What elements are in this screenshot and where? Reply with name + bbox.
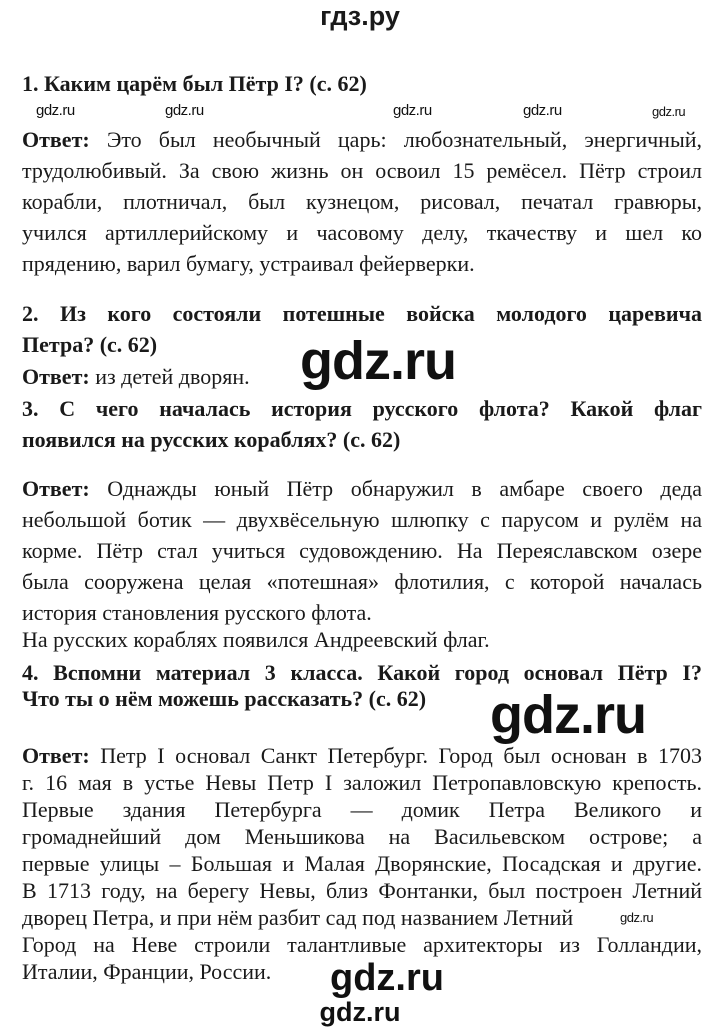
watermark: gdz.ru bbox=[36, 102, 75, 119]
answer-1-line: Ответ: Это был необычный царь: любознательный, энергичный, bbox=[22, 127, 702, 152]
question-2: Петра? (с. 62) bbox=[22, 332, 158, 357]
answer-2-line: Ответ: из детей дворян. bbox=[22, 364, 250, 389]
answer-3-line: была сооружена целая «потешная» флотилия, с которой началась bbox=[22, 569, 702, 594]
answer-1-line: трудолюбивый. За свою жизнь он освоил 15 ремёсел. Пётр строил bbox=[22, 158, 702, 183]
answer-3-line: небольшой ботик — двухвёсельную шлюпку с парусом и рулём на bbox=[22, 507, 702, 532]
watermark: gdz.ru bbox=[523, 102, 562, 119]
answer-3-line: корме. Пётр стал учиться судовождению. На Переяславском озере bbox=[22, 538, 702, 563]
site-header: гдз.ру bbox=[320, 1, 400, 31]
watermark: gdz.ru bbox=[165, 102, 204, 119]
footer-watermark: gdz.ru bbox=[319, 997, 401, 1027]
answer-4-line: дворец Петра, и при нём разбит сад под названием Летний bbox=[22, 905, 574, 930]
answer-4-line: громаднейший дом Меньшикова на Васильевском острове; а bbox=[22, 824, 702, 849]
answer-label: Ответ: bbox=[22, 476, 90, 501]
answer-3-line: На русских кораблях появился Андреевский флаг. bbox=[22, 627, 490, 652]
watermark: gdz.ru bbox=[330, 957, 444, 999]
answer-4-line: г. 16 мая в устье Невы Петр I заложил Петропавловскую крепость. bbox=[22, 770, 702, 795]
answer-4-line: Город на Неве строили талантливые архитекторы из Голландии, bbox=[22, 932, 702, 957]
answer-1-line: прядению, варил бумагу, устраивал фейерверки. bbox=[22, 251, 475, 276]
watermark: gdz.ru bbox=[490, 685, 646, 745]
answer-1-line: корабли, плотничал, был кузнецом, рисовал, печатал гравюры, bbox=[22, 189, 702, 214]
answer-3-line: Ответ: Однажды юный Пётр обнаружил в амбаре своего деда bbox=[22, 476, 702, 501]
watermark: gdz.ru bbox=[620, 910, 654, 925]
answer-4-line: В 1713 году, на берегу Невы, близ Фонтанки, был построен Летний bbox=[22, 878, 702, 903]
answer-4-line: Первые здания Петербурга — домик Петра Великого и bbox=[22, 797, 702, 822]
answer-label: Ответ: bbox=[22, 743, 90, 768]
answer-4-line: Италии, Франции, России. bbox=[22, 959, 272, 984]
answer-3-line: история становления русского флота. bbox=[22, 600, 372, 625]
question-1: 1. Каким царём был Пётр I? (с. 62) bbox=[22, 71, 367, 96]
question-3: 3. С чего началась история русского флота? Какой флаг bbox=[22, 396, 702, 421]
question-4: 4. Вспомни материал 3 класса. Какой город основал Пётр I? bbox=[22, 660, 702, 685]
question-2: 2. Из кого состояли потешные войска молодого царевича bbox=[22, 301, 702, 326]
question-3: появился на русских кораблях? (с. 62) bbox=[22, 427, 401, 452]
watermark: gdz.ru bbox=[393, 102, 432, 119]
answer-1-line: учился артиллерийскому и часовому делу, ткачеству и шел ко bbox=[22, 220, 702, 245]
answer-4-line: Ответ: Петр I основал Санкт Петербург. Город был основан в 1703 bbox=[22, 743, 702, 768]
watermark: gdz.ru bbox=[652, 104, 686, 119]
answer-label: Ответ: bbox=[22, 127, 90, 152]
answer-label: Ответ: bbox=[22, 364, 90, 389]
question-4: Что ты о нём можешь рассказать? (с. 62) bbox=[22, 686, 427, 711]
answer-4-line: первые улицы – Большая и Малая Дворянские, Посадская и другие. bbox=[22, 851, 702, 876]
watermark: gdz.ru bbox=[300, 331, 456, 391]
